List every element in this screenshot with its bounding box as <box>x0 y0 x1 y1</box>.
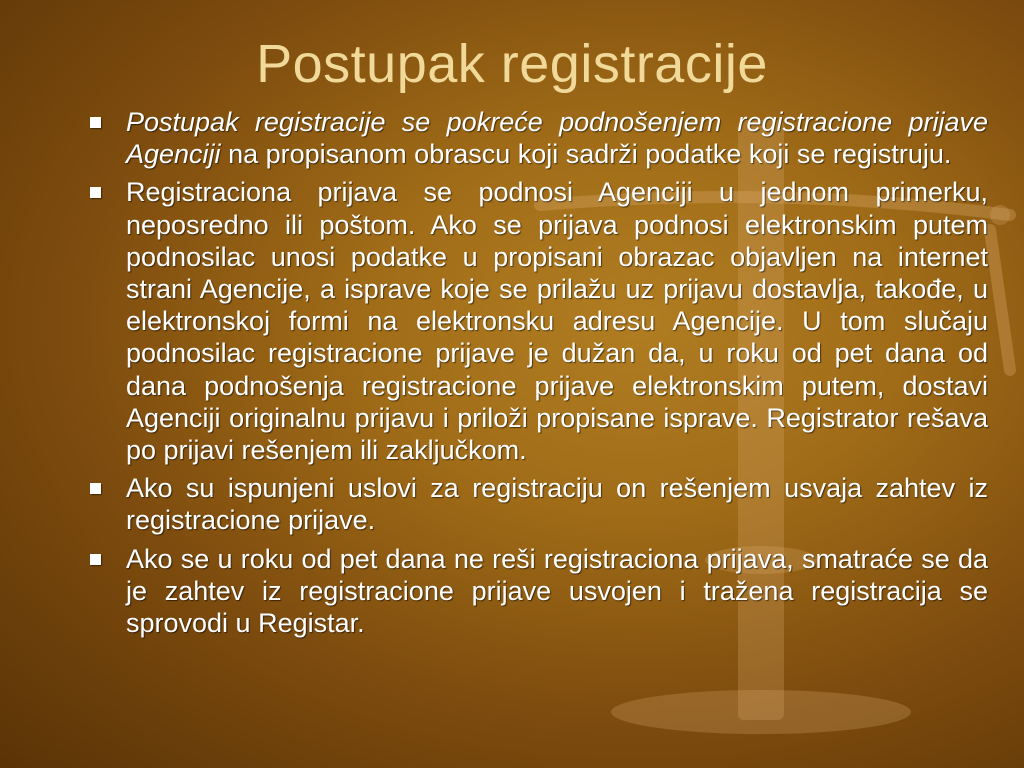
square-bullet-icon <box>90 554 101 565</box>
slide-title: Postupak registracije <box>256 34 768 94</box>
bullet-text: Registraciona prijava se podnosi Agenciji u jednom primerku, neposredno ili poštom. Ako se prijava podnosi elektronskim putem podnosilac unosi podatke u propisani obrazac objavljen na internet strani Agencije, a isprave koje se prilažu uz prijavu dostavlja, takođe, u elektronskoj formi na elektronsku adresu Agencije. U tom slučaju podnosilac registracione prijave je dužan da, u roku od pet dana od dana podnošenja registracione prijave elektronskim putem, dostavi Agenciji originalnu prijavu i priloži propisane isprave. Registrator rešava po prijavi rešenjem ili zaključkom. <box>126 177 988 466</box>
square-bullet-icon <box>90 117 101 128</box>
bullet-item <box>88 106 988 170</box>
bullet-text: na propisanom obrascu koji sadrži podatke koji se registruju. <box>220 139 952 170</box>
bullet-italic-text: Postupak registracije se pokreće podnošenjem registracione prijave Agenciji <box>126 107 988 170</box>
bullet-item <box>88 472 988 536</box>
bullet-text: Ako se u roku od pet dana ne reši registraciona prijava, smatraće se da je zahtev iz registracione prijave usvojen i tražena registracija se sprovodi u Registar. <box>126 543 988 639</box>
bullet-item <box>88 176 988 466</box>
bullet-item <box>88 543 988 640</box>
bullet-list <box>88 106 988 645</box>
square-bullet-icon <box>90 187 101 198</box>
bullet-text: Ako su ispunjeni uslovi za registraciju on rešenjem usvaja zahtev iz registracione prijave. <box>126 473 988 536</box>
square-bullet-icon <box>90 483 101 494</box>
